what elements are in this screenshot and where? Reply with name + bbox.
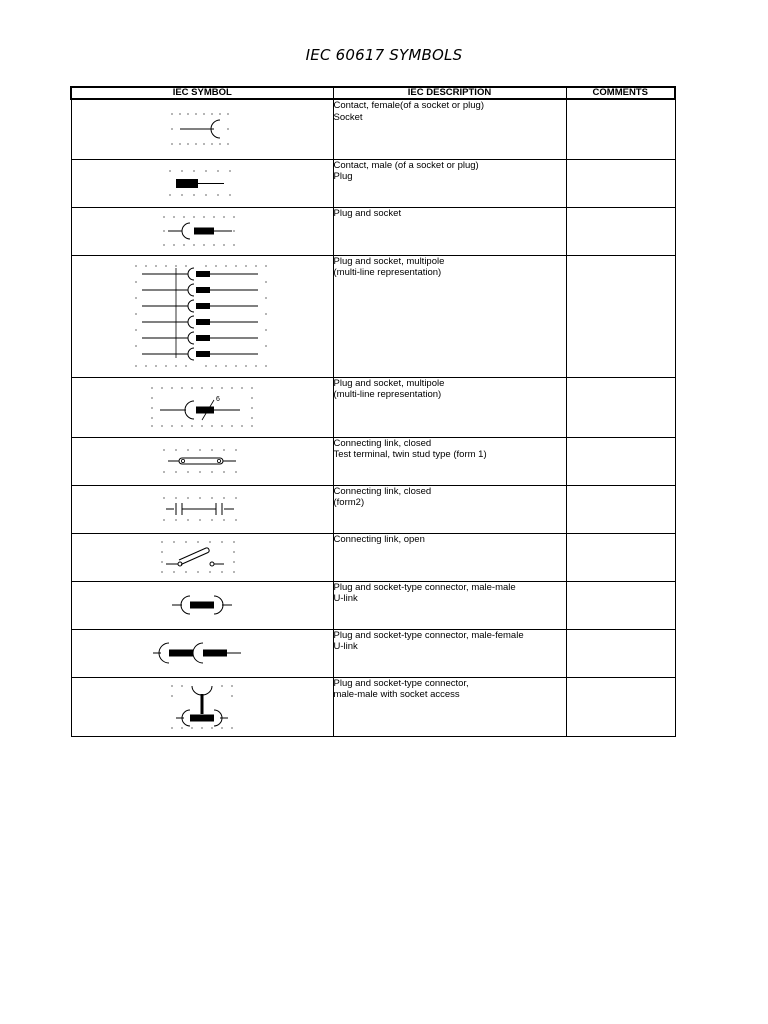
multipole-single-line-symbol xyxy=(142,382,262,432)
symbols-table xyxy=(70,86,676,737)
description-cell xyxy=(333,377,566,437)
table-row xyxy=(71,437,675,485)
connecting-link-twin-stud-symbol xyxy=(152,446,252,476)
table-row xyxy=(71,581,675,629)
table-row xyxy=(71,207,675,255)
description-line: (form2) xyxy=(333,497,365,508)
description-line: Plug xyxy=(333,171,353,182)
description-line: Contact, female(of a socket or plug) xyxy=(333,100,484,111)
symbol-cell xyxy=(71,533,333,581)
table-row xyxy=(71,99,675,159)
header-iec-description: IEC DESCRIPTION xyxy=(333,87,566,99)
description-line: male-male with socket access xyxy=(333,689,460,700)
header-iec-symbol: IEC SYMBOL xyxy=(71,87,333,99)
description-line: Connecting link, closed xyxy=(333,437,432,449)
comment-cell xyxy=(566,377,675,437)
comment-cell xyxy=(566,437,675,485)
symbol-cell xyxy=(71,677,333,736)
description-cell xyxy=(333,99,566,159)
symbol-cell xyxy=(71,485,333,533)
header-row xyxy=(71,87,675,99)
description-line: U-link xyxy=(333,641,358,652)
connecting-link-form2-symbol xyxy=(152,494,252,524)
symbol-cell xyxy=(71,377,333,437)
description-line: Connecting link, closed xyxy=(333,485,432,497)
description-line: (multi-line representation) xyxy=(333,389,442,400)
comment-cell xyxy=(566,255,675,377)
comment-cell xyxy=(566,159,675,207)
table-row xyxy=(71,159,675,207)
description-line: Socket xyxy=(333,111,363,123)
description-line: Plug and socket, multipole xyxy=(333,377,445,389)
symbol-cell xyxy=(71,581,333,629)
description-line: Plug and socket-type connector, xyxy=(333,677,469,689)
male-male-u-link-symbol xyxy=(152,590,252,620)
connecting-link-open-symbol xyxy=(152,538,252,576)
description-line: Plug and socket xyxy=(333,207,402,219)
description-cell xyxy=(333,207,566,255)
symbol-cell xyxy=(71,159,333,207)
description-cell xyxy=(333,629,566,677)
description-line: Plug and socket, multipole xyxy=(333,255,445,267)
table-row xyxy=(71,485,675,533)
table-row xyxy=(71,677,675,736)
table-row xyxy=(71,255,675,377)
description-cell xyxy=(333,533,566,581)
description-line: Plug and socket-type connector, male-female xyxy=(333,629,524,641)
table-row xyxy=(71,533,675,581)
comment-cell xyxy=(566,533,675,581)
description-cell xyxy=(333,581,566,629)
description-cell xyxy=(333,255,566,377)
description-line: U-link xyxy=(333,593,358,604)
description-cell xyxy=(333,437,566,485)
plug-and-socket-symbol xyxy=(152,211,252,251)
page-title: IEC 60617 SYMBOLS xyxy=(305,46,463,64)
female-contact-symbol xyxy=(152,104,252,154)
description-line: Plug and socket-type connector, male-male xyxy=(333,581,516,593)
pole-count-label: 6 xyxy=(216,396,220,403)
description-cell xyxy=(333,159,566,207)
comment-cell xyxy=(566,485,675,533)
male-female-u-link-symbol xyxy=(147,638,257,668)
symbol-cell xyxy=(71,437,333,485)
description-cell xyxy=(333,677,566,736)
comment-cell xyxy=(566,677,675,736)
symbol-cell xyxy=(71,207,333,255)
description-line: Contact, male (of a socket or plug) xyxy=(333,159,479,171)
comment-cell xyxy=(566,99,675,159)
male-contact-symbol xyxy=(152,165,252,201)
comment-cell xyxy=(566,207,675,255)
multipole-multiline-symbol xyxy=(132,262,272,370)
comment-cell xyxy=(566,581,675,629)
table-row xyxy=(71,629,675,677)
symbol-cell xyxy=(71,629,333,677)
description-line: Connecting link, open xyxy=(333,533,425,545)
header-comments: COMMENTS xyxy=(566,87,675,99)
comment-cell xyxy=(566,629,675,677)
symbol-cell xyxy=(71,99,333,159)
table-row xyxy=(71,377,675,437)
male-male-socket-access-symbol xyxy=(152,682,252,732)
symbol-cell xyxy=(71,255,333,377)
description-line: Test terminal, twin stud type (form 1) xyxy=(333,449,487,460)
description-line: (multi-line representation) xyxy=(333,267,442,278)
description-cell xyxy=(333,485,566,533)
